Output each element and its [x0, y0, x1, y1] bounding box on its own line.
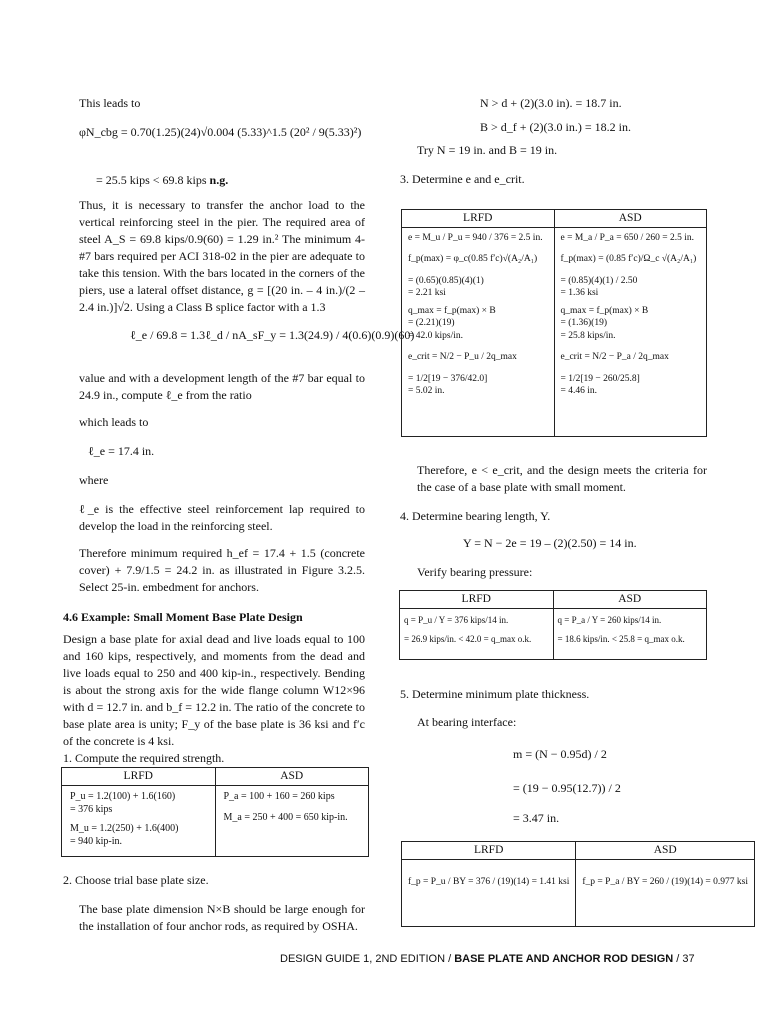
table1-asd-header: ASD — [215, 768, 369, 786]
table1-asd-line: M_a = 250 + 400 = 650 kip-in. — [223, 812, 348, 823]
not-good-label: n.g. — [209, 173, 229, 187]
table1-lrfd-line: M_u = 1.2(250) + 1.6(400) — [70, 823, 179, 834]
equation-m2: = (19 − 0.95(12.7)) / 2 — [513, 781, 621, 795]
table3-lrfd-line: = 1/2[19 − 376/42.0] — [408, 373, 488, 384]
table3-asd-line: e = M_a / P_a = 650 / 260 = 2.5 in. — [560, 232, 694, 243]
step-4: 4. Determine bearing length, Y. — [400, 509, 551, 523]
step-3: 3. Determine e and e_crit. — [400, 172, 525, 186]
at-bearing-text: At bearing interface: — [417, 715, 517, 729]
table3-lrfd-line: = 5.02 in. — [408, 386, 445, 396]
step-5: 5. Determine minimum plate thickness. — [400, 687, 590, 701]
table1-lrfd-line: P_u = 1.2(100) + 1.6(160) — [70, 791, 176, 802]
table4-lrfd-header: LRFD — [400, 591, 554, 609]
table1-lrfd-line: = 940 kip-in. — [70, 836, 123, 847]
table4-asd-line: q = P_a / Y = 260 kips/14 in. — [557, 615, 662, 625]
which-leads-text: which leads to — [79, 415, 149, 429]
table3-lrfd-line: = 2.21 ksi — [408, 288, 446, 298]
table1-asd-line: P_a = 100 + 160 = 260 kips — [223, 791, 335, 802]
table1-lrfd-line: = 376 kips — [70, 804, 113, 815]
equation-lap-ratio: ℓ_e / 69.8 = 1.3ℓ_d / nA_sF_y = 1.3(24.9) / 4(0.6)(0.9)(60) — [130, 328, 415, 342]
paragraph-therefore-criteria: Therefore, e < e_crit, and the design meets the criteria for the case of a base plate with small moment. — [417, 463, 707, 494]
table4-asd-cell — [553, 609, 707, 660]
table3-lrfd-header: LRFD — [402, 210, 555, 228]
equation-N: N > d + (2)(3.0 in). = 18.7 in. — [480, 96, 622, 110]
table3-asd-line: = 25.8 kips/in. — [560, 330, 616, 341]
table1-lrfd-header: LRFD — [62, 768, 216, 786]
table1-asd-cell — [215, 786, 369, 857]
table5-lrfd-line: f_p = P_u / BY = 376 / (19)(14) = 1.41 ksi — [408, 877, 570, 887]
paragraph-base-plate-dimension: The base plate dimension N×B should be large enough for the installation of four anchor rods, as required by OSHA. — [79, 902, 365, 933]
table3-asd-line: = (1.36)(19) — [560, 318, 608, 328]
table5-asd-line: f_p = P_a / BY = 260 / (19)(14) = 0.977 ksi — [582, 877, 748, 887]
table-fp — [401, 841, 755, 927]
page-footer — [280, 951, 695, 968]
try-dimensions: Try N = 19 in. and B = 19 in. — [417, 143, 558, 157]
equation-le: ℓ_e = 17.4 in. — [88, 444, 155, 458]
table4-lrfd-cell — [400, 609, 554, 660]
paragraph-therefore-embedment: Therefore minimum required h_ef = 17.4 + 1.5 (concrete cover) + 7.9/1.5 = 24.2 in. as illustrated in Figure 3.2.5. Select 25-in. embedment for anchors. — [79, 546, 365, 594]
intro-text: This leads to — [79, 96, 141, 110]
table3-asd-cell — [554, 227, 707, 436]
equation-phi-ncbg: φN_cbg = 0.70(1.25)(24)√0.004 (5.33)^1.5 (20² / 9(5.33)²) — [79, 125, 362, 139]
table5-asd-header: ASD — [576, 842, 755, 860]
footer-page-number: / 37 — [673, 953, 695, 965]
table4-asd-header: ASD — [553, 591, 707, 609]
table-bearing-pressure — [399, 590, 707, 660]
equation-m1: m = (N − 0.95d) / 2 — [513, 747, 607, 761]
table3-asd-line: = (0.85)(4)(1) / 2.50 — [560, 275, 638, 286]
table4-lrfd-line: q = P_u / Y = 376 kips/14 in. — [404, 615, 509, 625]
table5-asd-cell — [576, 860, 755, 927]
table3-asd-line: = 1/2[19 − 260/25.8] — [560, 373, 640, 384]
table1-lrfd-cell — [62, 786, 216, 857]
table3-lrfd-line: f_p(max) = φ_c(0.85 f′c)√(A₂/A₁) — [408, 254, 538, 264]
equation-result-value: = 25.5 kips < 69.8 kips — [96, 173, 207, 187]
section-heading: 4.6 Example: Small Moment Base Plate Design — [63, 610, 303, 624]
table5-lrfd-header: LRFD — [402, 842, 576, 860]
table3-lrfd-line: = (2.21)(19) — [408, 318, 455, 328]
paragraph-value: value and with a development length of the #7 bar equal to 24.9 in., compute ℓ_e from the ratio — [79, 371, 365, 402]
footer-title: BASE PLATE AND ANCHOR ROD DESIGN — [454, 953, 674, 965]
step-2: 2. Choose trial base plate size. — [63, 873, 209, 887]
step-1: 1. Compute the required strength. — [63, 751, 225, 765]
equation-Y: Y = N − 2e = 19 – (2)(2.50) = 14 in. — [463, 536, 637, 550]
table3-asd-line: = 4.46 in. — [560, 386, 597, 396]
table3-lrfd-line: e_crit = N/2 − P_u / 2q_max — [408, 352, 517, 362]
table5-lrfd-cell — [402, 860, 576, 927]
paragraph-design: Design a base plate for axial dead and live loads equal to 100 and 160 kips, respectively, and moments from the dead and live loads equal to 250 and 400 kip-in., respectively. Bending is about the strong axis for the wide flange column W12×96 with d = 12.7 in. and b_f = 12.2 in. The ratio of the concrete to base plate area is unity; F_y of the base plate is 36 ksi and f′c of the concrete is 4 ksi. — [63, 632, 365, 748]
paragraph-le-definition: ℓ_e is the effective steel reinforcement lap required to develop the load in the reinforcing steel. — [79, 502, 365, 533]
table3-lrfd-line: = (0.65)(0.85)(4)(1) — [408, 275, 484, 286]
table3-asd-line: f_p(max) = (0.85 f′c)/Ω_c √(A₂/A₁) — [560, 254, 697, 264]
table3-lrfd-cell — [402, 227, 555, 436]
paragraph-thus: Thus, it is necessary to transfer the anchor load to the vertical reinforcing steel in the pier. The required area of steel A_S = 69.8 kips/0.9(60) = 1.29 in.² The minimum 4-#7 bars required per ACI 318-02 in the pier are adequate to take this tension. With the bars located in the corners of the piers, use a lateral offset distance, g = [(20 in. – 4 in.)/(2 – 2.4 in.)]√2. Using a Class B splice factor with a 1.3 — [79, 198, 365, 314]
table3-asd-header: ASD — [554, 210, 707, 228]
footer-prefix: DESIGN GUIDE 1, 2ND EDITION / — [280, 953, 455, 965]
equation-B: B > d_f + (2)(3.0 in.) = 18.2 in. — [480, 120, 631, 134]
table3-asd-line: q_max = f_p(max) × B — [560, 305, 649, 316]
table-required-strength — [61, 767, 369, 857]
equation-m3: = 3.47 in. — [513, 811, 560, 825]
table3-lrfd-line: q_max = f_p(max) × B — [408, 305, 496, 316]
table3-asd-line: e_crit = N/2 − P_a / 2q_max — [560, 352, 669, 362]
table-eccentricity — [401, 209, 707, 437]
where-text: where — [79, 473, 109, 487]
table4-asd-line: = 18.6 kips/in. < 25.8 = q_max o.k. — [557, 634, 685, 644]
table4-lrfd-line: = 26.9 kips/in. < 42.0 = q_max o.k. — [404, 634, 532, 644]
verify-bearing-text: Verify bearing pressure: — [417, 565, 533, 579]
table3-lrfd-line: = 42.0 kips/in. — [408, 330, 463, 341]
table3-lrfd-line: e = M_u / P_u = 940 / 376 = 2.5 in. — [408, 232, 543, 243]
table3-asd-line: = 1.36 ksi — [560, 288, 599, 298]
equation-result — [96, 172, 228, 189]
